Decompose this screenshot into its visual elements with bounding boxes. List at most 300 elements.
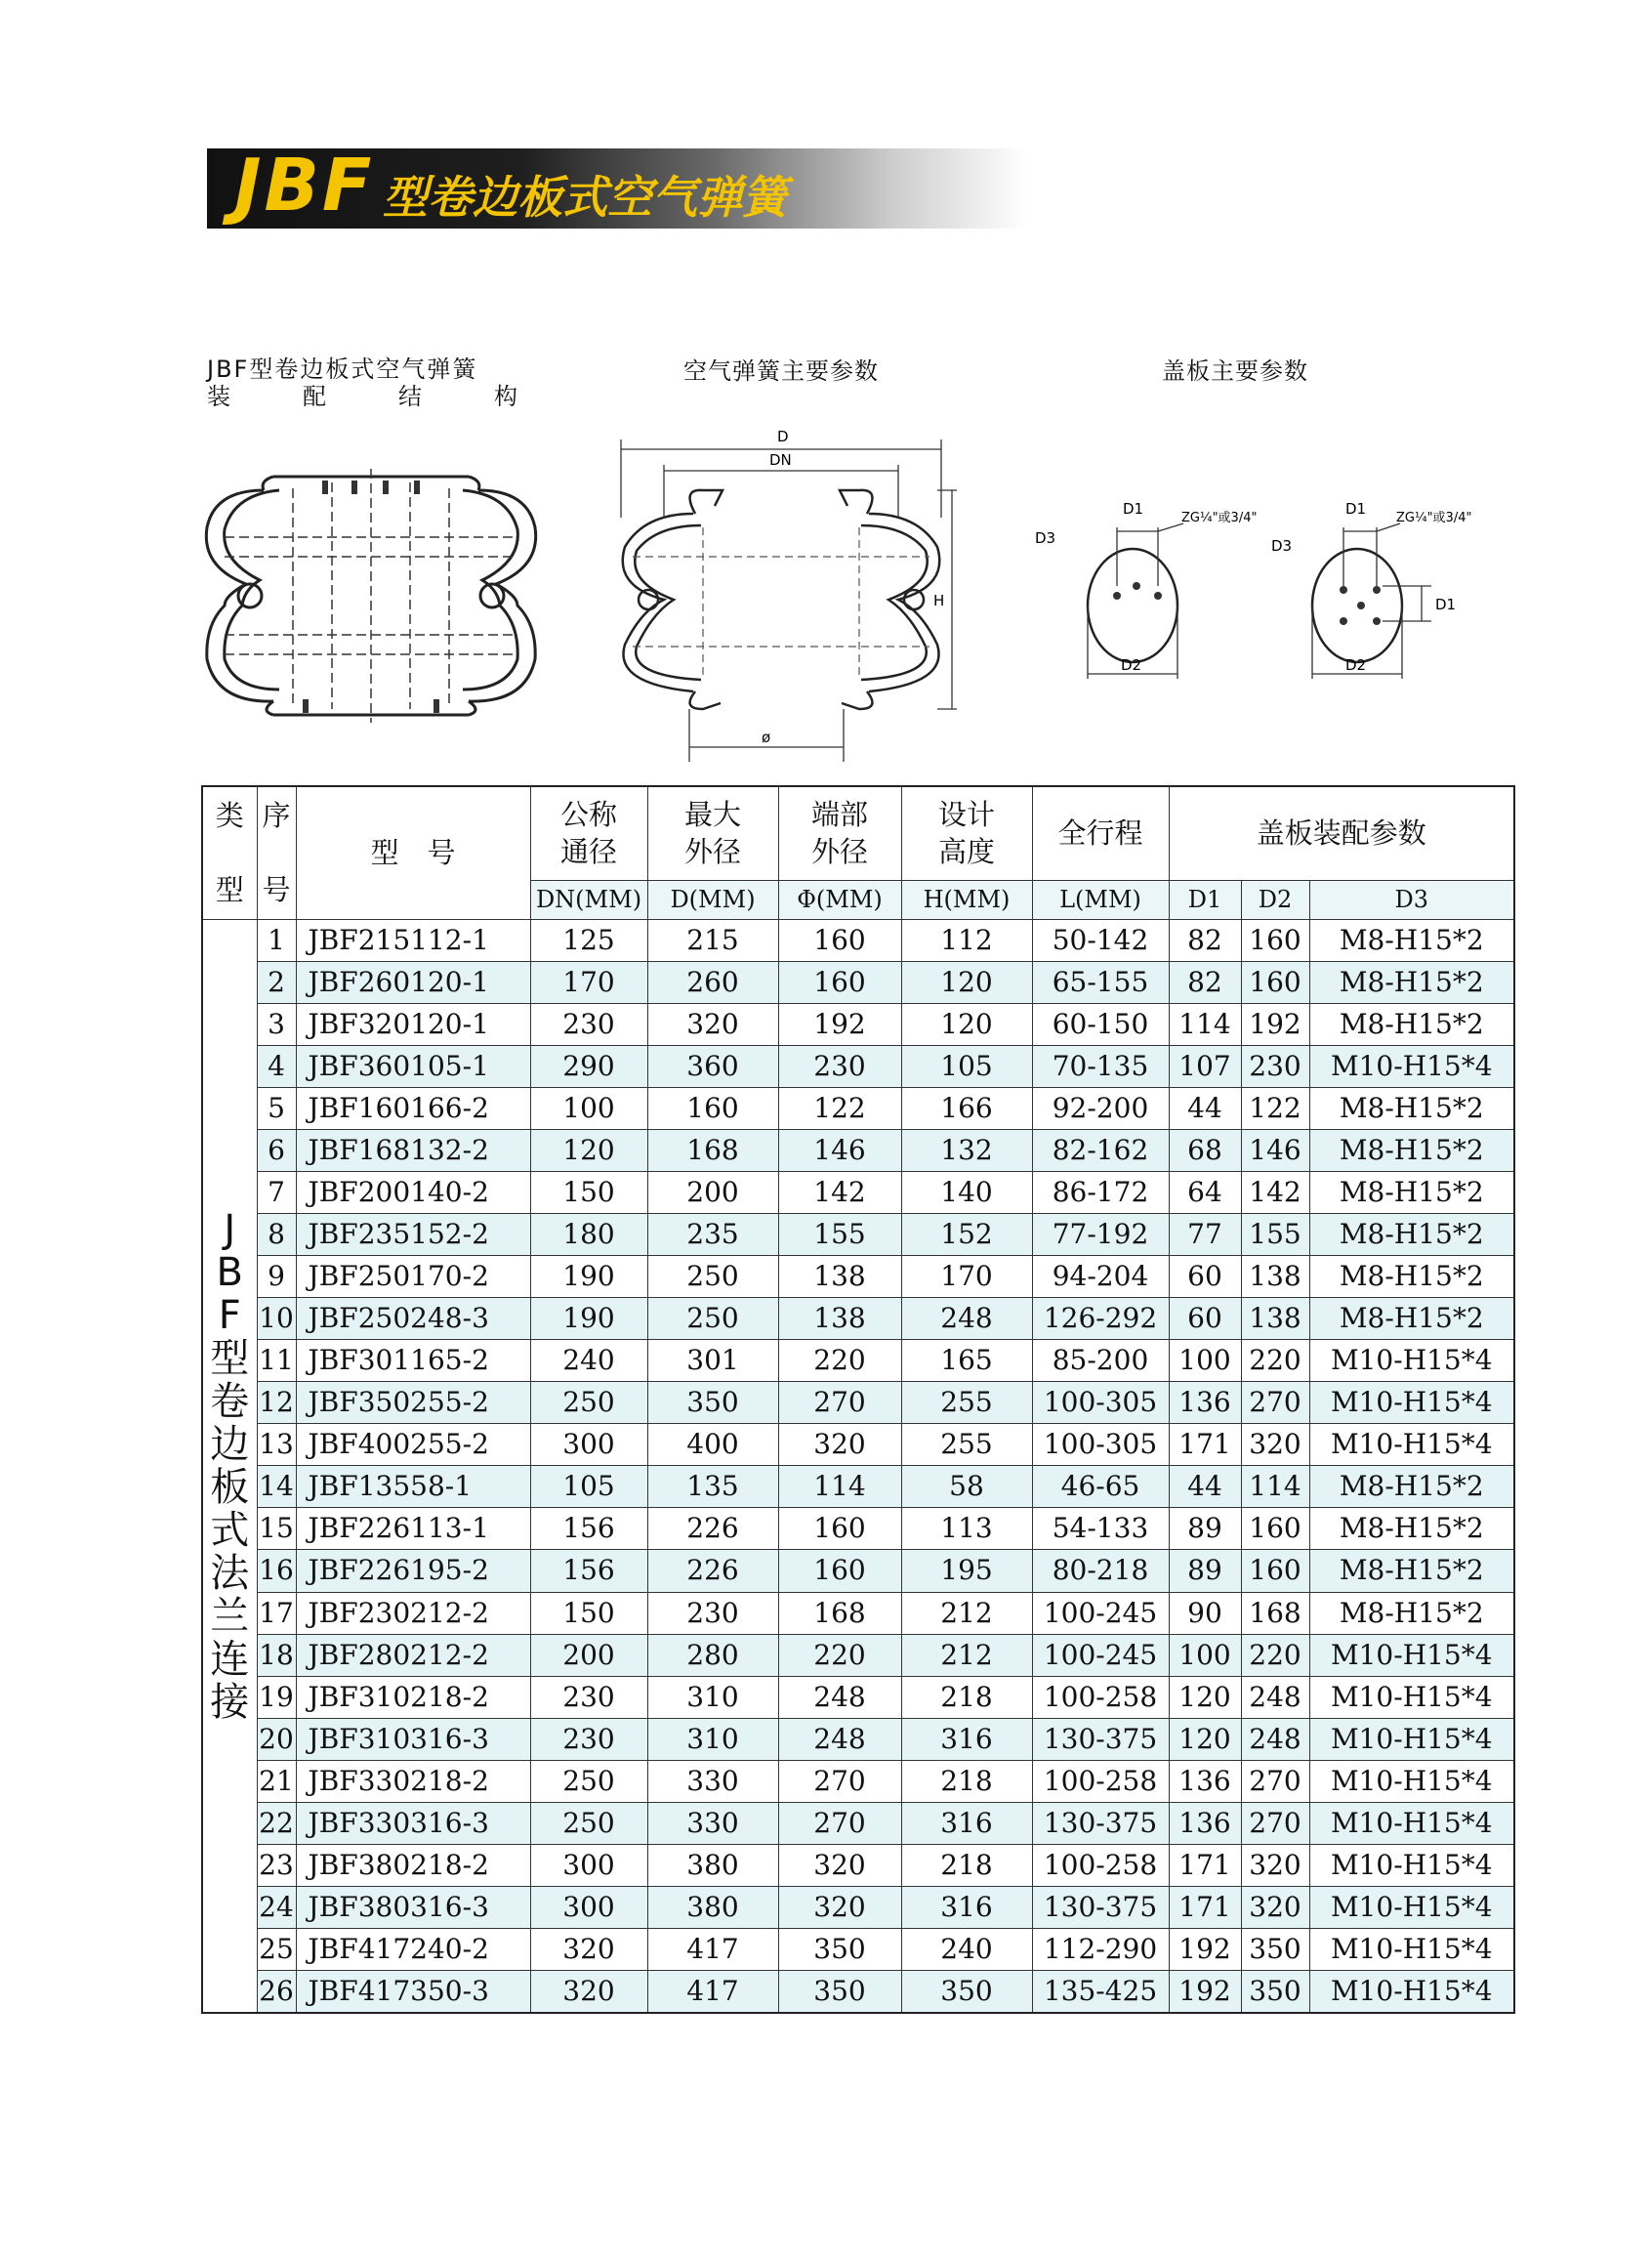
spec-table — [201, 785, 1515, 2014]
d-cell: 135 — [647, 1466, 778, 1508]
d1-cell: 120 — [1169, 1718, 1241, 1760]
stroke-cell: 100-258 — [1032, 1760, 1169, 1802]
d1-cell: 89 — [1169, 1550, 1241, 1592]
d2-cell: 230 — [1241, 1045, 1309, 1087]
phi-cell: 270 — [778, 1382, 901, 1424]
d2-cell: 160 — [1241, 961, 1309, 1003]
dn-cell: 125 — [530, 919, 647, 961]
category-char: 兰 — [210, 1593, 250, 1639]
d2-cell: 270 — [1241, 1802, 1309, 1844]
dn-cell: 300 — [530, 1424, 647, 1466]
model-cell: JBF380316-3 — [296, 1886, 530, 1928]
stroke-cell: 86-172 — [1032, 1171, 1169, 1213]
d1-cell: 136 — [1169, 1760, 1241, 1802]
model-cell: JBF320120-1 — [296, 1003, 530, 1045]
d2-cell: 350 — [1241, 1971, 1309, 2013]
d-cell: 160 — [647, 1087, 778, 1129]
d3-cell: M8-H15*2 — [1309, 1256, 1514, 1298]
d2-cell: 160 — [1241, 919, 1309, 961]
header-cover: 盖板装配参数 — [1169, 786, 1514, 880]
cover-a-ZG-label: ZG¼"或3/4" — [1181, 511, 1258, 525]
phi-cell: 320 — [778, 1424, 901, 1466]
phi-cell: 270 — [778, 1760, 901, 1802]
h-cell: 248 — [901, 1298, 1032, 1340]
unit-d2: D2 — [1241, 880, 1309, 919]
model-cell: JBF360105-1 — [296, 1045, 530, 1087]
d1-cell: 90 — [1169, 1592, 1241, 1634]
table-row — [202, 1382, 1514, 1424]
seq-cell: 14 — [257, 1466, 296, 1508]
dn-cell: 200 — [530, 1634, 647, 1676]
header-h: 设计 高度 — [901, 786, 1032, 880]
d2-cell: 350 — [1241, 1929, 1309, 1971]
table-row — [202, 1634, 1514, 1676]
seq-cell: 17 — [257, 1592, 296, 1634]
unit-d: D(MM) — [647, 880, 778, 919]
seq-cell: 5 — [257, 1087, 296, 1129]
seq-cell: 6 — [257, 1129, 296, 1171]
d3-cell: M10-H15*4 — [1309, 1424, 1514, 1466]
table-row — [202, 1508, 1514, 1550]
assembly-caption-char: 装 — [207, 383, 230, 410]
table-row — [202, 1592, 1514, 1634]
table-row — [202, 1971, 1514, 2013]
model-cell: JBF417350-3 — [296, 1971, 530, 2013]
d2-cell: 220 — [1241, 1340, 1309, 1382]
table-row — [202, 1045, 1514, 1087]
banner-brand: JBF — [234, 144, 375, 228]
header-d: 最大 外径 — [647, 786, 778, 880]
seq-cell: 24 — [257, 1886, 296, 1928]
model-cell: JBF330218-2 — [296, 1760, 530, 1802]
d1-cell: 60 — [1169, 1256, 1241, 1298]
dn-cell: 320 — [530, 1929, 647, 1971]
d-cell: 350 — [647, 1382, 778, 1424]
cover-params-caption: 盖板主要参数 — [1162, 357, 1308, 385]
seq-cell: 9 — [257, 1256, 296, 1298]
seq-cell: 19 — [257, 1676, 296, 1718]
table-row — [202, 1466, 1514, 1508]
seq-cell: 23 — [257, 1844, 296, 1886]
seq-cell: 1 — [257, 919, 296, 961]
table-row — [202, 1929, 1514, 1971]
phi-cell: 146 — [778, 1129, 901, 1171]
dim-H-label: H — [933, 592, 945, 609]
seq-cell: 25 — [257, 1929, 296, 1971]
cover-a-D2-label: D2 — [1121, 656, 1142, 674]
d1-cell: 192 — [1169, 1971, 1241, 2013]
stroke-cell: 70-135 — [1032, 1045, 1169, 1087]
h-cell: 58 — [901, 1466, 1032, 1508]
table-row — [202, 1760, 1514, 1802]
table-row — [202, 1087, 1514, 1129]
d2-cell: 160 — [1241, 1508, 1309, 1550]
stroke-cell: 50-142 — [1032, 919, 1169, 961]
table-row — [202, 1550, 1514, 1592]
phi-cell: 168 — [778, 1592, 901, 1634]
d1-cell: 171 — [1169, 1844, 1241, 1886]
seq-cell: 26 — [257, 1971, 296, 2013]
stroke-cell: 100-305 — [1032, 1424, 1169, 1466]
header-type: 类 型 — [202, 786, 257, 919]
d-cell: 380 — [647, 1844, 778, 1886]
table-row — [202, 1886, 1514, 1928]
model-cell: JBF330316-3 — [296, 1802, 530, 1844]
d1-cell: 68 — [1169, 1129, 1241, 1171]
assembly-caption-char: 结 — [398, 383, 422, 410]
d2-cell: 248 — [1241, 1676, 1309, 1718]
d3-cell: M8-H15*2 — [1309, 919, 1514, 961]
h-cell: 170 — [901, 1256, 1032, 1298]
model-cell: JBF226195-2 — [296, 1550, 530, 1592]
d1-cell: 192 — [1169, 1929, 1241, 1971]
d-cell: 380 — [647, 1886, 778, 1928]
h-cell: 120 — [901, 961, 1032, 1003]
phi-cell: 138 — [778, 1256, 901, 1298]
phi-cell: 138 — [778, 1298, 901, 1340]
d2-cell: 270 — [1241, 1760, 1309, 1802]
stroke-cell: 130-375 — [1032, 1886, 1169, 1928]
dn-cell: 250 — [530, 1760, 647, 1802]
d2-cell: 320 — [1241, 1844, 1309, 1886]
cover-b-D1-label: D1 — [1345, 500, 1367, 518]
category-char: B — [216, 1249, 243, 1295]
d2-cell: 138 — [1241, 1256, 1309, 1298]
cover-b-D2-label: D2 — [1345, 656, 1367, 674]
d1-cell: 171 — [1169, 1424, 1241, 1466]
model-cell: JBF280212-2 — [296, 1634, 530, 1676]
table-row — [202, 1340, 1514, 1382]
d3-cell: M8-H15*2 — [1309, 1298, 1514, 1340]
d2-cell: 155 — [1241, 1213, 1309, 1255]
header-model: 型 号 — [296, 786, 530, 919]
seq-cell: 22 — [257, 1802, 296, 1844]
table-row — [202, 1003, 1514, 1045]
d-cell: 200 — [647, 1171, 778, 1213]
seq-cell: 18 — [257, 1634, 296, 1676]
d-cell: 330 — [647, 1802, 778, 1844]
category-char: J — [224, 1206, 236, 1252]
header-dn: 公称 通径 — [530, 786, 647, 880]
category-cell — [202, 919, 257, 2013]
stroke-cell: 60-150 — [1032, 1003, 1169, 1045]
d3-cell: M8-H15*2 — [1309, 1213, 1514, 1255]
category-char: 法 — [210, 1550, 250, 1596]
seq-cell: 13 — [257, 1424, 296, 1466]
phi-cell: 192 — [778, 1003, 901, 1045]
stroke-cell: 65-155 — [1032, 961, 1169, 1003]
h-cell: 212 — [901, 1634, 1032, 1676]
d-cell: 250 — [647, 1298, 778, 1340]
seq-cell: 20 — [257, 1718, 296, 1760]
assembly-caption-line2 — [207, 377, 517, 411]
phi-cell: 155 — [778, 1213, 901, 1255]
table-row — [202, 1718, 1514, 1760]
seq-cell: 7 — [257, 1171, 296, 1213]
assembly-caption-char: 构 — [494, 383, 517, 410]
stroke-cell: 92-200 — [1032, 1087, 1169, 1129]
dn-cell: 180 — [530, 1213, 647, 1255]
d1-cell: 136 — [1169, 1382, 1241, 1424]
d3-cell: M8-H15*2 — [1309, 1466, 1514, 1508]
assembly-caption-line1: JBF型卷边板式空气弹簧 — [207, 355, 478, 383]
phi-cell: 220 — [778, 1634, 901, 1676]
category-char: 边 — [210, 1421, 250, 1467]
d3-cell: M10-H15*4 — [1309, 1929, 1514, 1971]
model-cell: JBF160166-2 — [296, 1087, 530, 1129]
category-char: 板 — [210, 1464, 250, 1510]
stroke-cell: 130-375 — [1032, 1802, 1169, 1844]
h-cell: 113 — [901, 1508, 1032, 1550]
dn-cell: 290 — [530, 1045, 647, 1087]
d1-cell: 82 — [1169, 961, 1241, 1003]
unit-dn: DN(MM) — [530, 880, 647, 919]
d-cell: 320 — [647, 1003, 778, 1045]
dim-D-label: D — [777, 428, 789, 445]
d-cell: 226 — [647, 1550, 778, 1592]
h-cell: 316 — [901, 1886, 1032, 1928]
model-cell: JBF350255-2 — [296, 1382, 530, 1424]
stroke-cell: 100-258 — [1032, 1676, 1169, 1718]
d2-cell: 122 — [1241, 1087, 1309, 1129]
phi-cell: 114 — [778, 1466, 901, 1508]
d-cell: 260 — [647, 961, 778, 1003]
h-cell: 316 — [901, 1802, 1032, 1844]
d1-cell: 64 — [1169, 1171, 1241, 1213]
stroke-cell: 100-258 — [1032, 1844, 1169, 1886]
d3-cell: M10-H15*4 — [1309, 1045, 1514, 1087]
d3-cell: M8-H15*2 — [1309, 961, 1514, 1003]
stroke-cell: 100-305 — [1032, 1382, 1169, 1424]
main-params-diagram — [605, 420, 957, 772]
dn-cell: 190 — [530, 1298, 647, 1340]
h-cell: 255 — [901, 1382, 1032, 1424]
d2-cell: 114 — [1241, 1466, 1309, 1508]
main-params-caption: 空气弹簧主要参数 — [683, 357, 879, 385]
phi-cell: 160 — [778, 1508, 901, 1550]
dn-cell: 240 — [530, 1340, 647, 1382]
d1-cell: 107 — [1169, 1045, 1241, 1087]
h-cell: 140 — [901, 1171, 1032, 1213]
seq-cell: 3 — [257, 1003, 296, 1045]
phi-cell: 230 — [778, 1045, 901, 1087]
category-char: 接 — [210, 1679, 250, 1725]
d3-cell: M10-H15*4 — [1309, 1676, 1514, 1718]
d-cell: 215 — [647, 919, 778, 961]
table-row — [202, 919, 1514, 961]
table-row — [202, 1802, 1514, 1844]
phi-cell: 220 — [778, 1340, 901, 1382]
stroke-cell: 100-245 — [1032, 1634, 1169, 1676]
stroke-cell: 54-133 — [1032, 1508, 1169, 1550]
model-cell: JBF380218-2 — [296, 1844, 530, 1886]
d3-cell: M8-H15*2 — [1309, 1129, 1514, 1171]
stroke-cell: 112-290 — [1032, 1929, 1169, 1971]
d3-cell: M8-H15*2 — [1309, 1592, 1514, 1634]
dn-cell: 150 — [530, 1592, 647, 1634]
seq-cell: 15 — [257, 1508, 296, 1550]
d2-cell: 248 — [1241, 1718, 1309, 1760]
d-cell: 360 — [647, 1045, 778, 1087]
dn-cell: 230 — [530, 1676, 647, 1718]
stroke-cell: 126-292 — [1032, 1298, 1169, 1340]
phi-cell: 350 — [778, 1971, 901, 2013]
dim-DN-label: DN — [769, 451, 792, 469]
d1-cell: 44 — [1169, 1466, 1241, 1508]
seq-cell: 21 — [257, 1760, 296, 1802]
dn-cell: 300 — [530, 1844, 647, 1886]
d1-cell: 114 — [1169, 1003, 1241, 1045]
cover-params-diagram — [1035, 488, 1562, 703]
model-cell: JBF260120-1 — [296, 961, 530, 1003]
d2-cell: 270 — [1241, 1382, 1309, 1424]
model-cell: JBF301165-2 — [296, 1340, 530, 1382]
unit-l: L(MM) — [1032, 880, 1169, 919]
table-row — [202, 1213, 1514, 1255]
h-cell: 218 — [901, 1760, 1032, 1802]
unit-d1: D1 — [1169, 880, 1241, 919]
d1-cell: 89 — [1169, 1508, 1241, 1550]
seq-cell: 11 — [257, 1340, 296, 1382]
h-cell: 255 — [901, 1424, 1032, 1466]
d-cell: 400 — [647, 1424, 778, 1466]
dn-cell: 230 — [530, 1003, 647, 1045]
banner-title: 型卷边板式空气弹簧 — [383, 171, 787, 224]
h-cell: 120 — [901, 1003, 1032, 1045]
d-cell: 310 — [647, 1676, 778, 1718]
d1-cell: 77 — [1169, 1213, 1241, 1255]
assembly-structure-diagram — [195, 459, 547, 732]
cover-b-ZG-label: ZG¼"或3/4" — [1396, 511, 1472, 525]
dn-cell: 320 — [530, 1971, 647, 2013]
h-cell: 195 — [901, 1550, 1032, 1592]
phi-cell: 248 — [778, 1676, 901, 1718]
cover-a-D1-label: D1 — [1123, 500, 1144, 518]
category-char: 型 — [210, 1335, 250, 1381]
dn-cell: 105 — [530, 1466, 647, 1508]
dn-cell: 230 — [530, 1718, 647, 1760]
d1-cell: 82 — [1169, 919, 1241, 961]
cover-a-D3-label: D3 — [1035, 529, 1056, 547]
d2-cell: 142 — [1241, 1171, 1309, 1213]
d3-cell: M8-H15*2 — [1309, 1087, 1514, 1129]
model-cell: JBF235152-2 — [296, 1213, 530, 1255]
dim-phi-label: ø — [762, 729, 771, 746]
header-seq: 序 号 — [257, 786, 296, 919]
d1-cell: 100 — [1169, 1634, 1241, 1676]
phi-cell: 320 — [778, 1844, 901, 1886]
stroke-cell: 94-204 — [1032, 1256, 1169, 1298]
d1-cell: 120 — [1169, 1676, 1241, 1718]
header-phi: 端部 外径 — [778, 786, 901, 880]
d2-cell: 320 — [1241, 1886, 1309, 1928]
seq-cell: 4 — [257, 1045, 296, 1087]
h-cell: 105 — [901, 1045, 1032, 1087]
seq-cell: 2 — [257, 961, 296, 1003]
table-row — [202, 961, 1514, 1003]
model-cell: JBF250170-2 — [296, 1256, 530, 1298]
table-row — [202, 1844, 1514, 1886]
model-cell: JBF168132-2 — [296, 1129, 530, 1171]
phi-cell: 122 — [778, 1087, 901, 1129]
phi-cell: 350 — [778, 1929, 901, 1971]
h-cell: 218 — [901, 1844, 1032, 1886]
stroke-cell: 130-375 — [1032, 1718, 1169, 1760]
d-cell: 301 — [647, 1340, 778, 1382]
d3-cell: M8-H15*2 — [1309, 1003, 1514, 1045]
d3-cell: M10-H15*4 — [1309, 1718, 1514, 1760]
d3-cell: M10-H15*4 — [1309, 1340, 1514, 1382]
stroke-cell: 77-192 — [1032, 1213, 1169, 1255]
h-cell: 112 — [901, 919, 1032, 961]
table-row — [202, 1298, 1514, 1340]
d3-cell: M8-H15*2 — [1309, 1550, 1514, 1592]
model-cell: JBF400255-2 — [296, 1424, 530, 1466]
h-cell: 316 — [901, 1718, 1032, 1760]
phi-cell: 320 — [778, 1886, 901, 1928]
d-cell: 230 — [647, 1592, 778, 1634]
d-cell: 417 — [647, 1971, 778, 2013]
stroke-cell: 135-425 — [1032, 1971, 1169, 2013]
model-cell: JBF13558-1 — [296, 1466, 530, 1508]
d3-cell: M10-H15*4 — [1309, 1886, 1514, 1928]
h-cell: 240 — [901, 1929, 1032, 1971]
d3-cell: M10-H15*4 — [1309, 1844, 1514, 1886]
cover-b-D3-label: D3 — [1271, 537, 1293, 555]
d1-cell: 100 — [1169, 1340, 1241, 1382]
dn-cell: 190 — [530, 1256, 647, 1298]
dn-cell: 156 — [530, 1550, 647, 1592]
stroke-cell: 82-162 — [1032, 1129, 1169, 1171]
seq-cell: 12 — [257, 1382, 296, 1424]
d1-cell: 171 — [1169, 1886, 1241, 1928]
phi-cell: 248 — [778, 1718, 901, 1760]
dn-cell: 150 — [530, 1171, 647, 1213]
d3-cell: M10-H15*4 — [1309, 1971, 1514, 2013]
phi-cell: 270 — [778, 1802, 901, 1844]
seq-cell: 10 — [257, 1298, 296, 1340]
d2-cell: 220 — [1241, 1634, 1309, 1676]
d-cell: 310 — [647, 1718, 778, 1760]
table-row — [202, 1256, 1514, 1298]
unit-h: H(MM) — [901, 880, 1032, 919]
h-cell: 350 — [901, 1971, 1032, 2013]
model-cell: JBF310316-3 — [296, 1718, 530, 1760]
stroke-cell: 85-200 — [1032, 1340, 1169, 1382]
model-cell: JBF250248-3 — [296, 1298, 530, 1340]
header-stroke: 全行程 — [1032, 786, 1169, 880]
assembly-caption-char: 配 — [303, 383, 326, 410]
phi-cell: 160 — [778, 961, 901, 1003]
d-cell: 168 — [647, 1129, 778, 1171]
phi-cell: 160 — [778, 1550, 901, 1592]
h-cell: 212 — [901, 1592, 1032, 1634]
table-row — [202, 1676, 1514, 1718]
d-cell: 330 — [647, 1760, 778, 1802]
table-row — [202, 1129, 1514, 1171]
model-cell: JBF226113-1 — [296, 1508, 530, 1550]
model-cell: JBF417240-2 — [296, 1929, 530, 1971]
category-char: F — [218, 1292, 241, 1338]
seq-cell: 16 — [257, 1550, 296, 1592]
d2-cell: 320 — [1241, 1424, 1309, 1466]
d-cell: 417 — [647, 1929, 778, 1971]
stroke-cell: 80-218 — [1032, 1550, 1169, 1592]
dn-cell: 300 — [530, 1886, 647, 1928]
h-cell: 218 — [901, 1676, 1032, 1718]
dn-cell: 120 — [530, 1129, 647, 1171]
category-char: 卷 — [210, 1378, 250, 1424]
